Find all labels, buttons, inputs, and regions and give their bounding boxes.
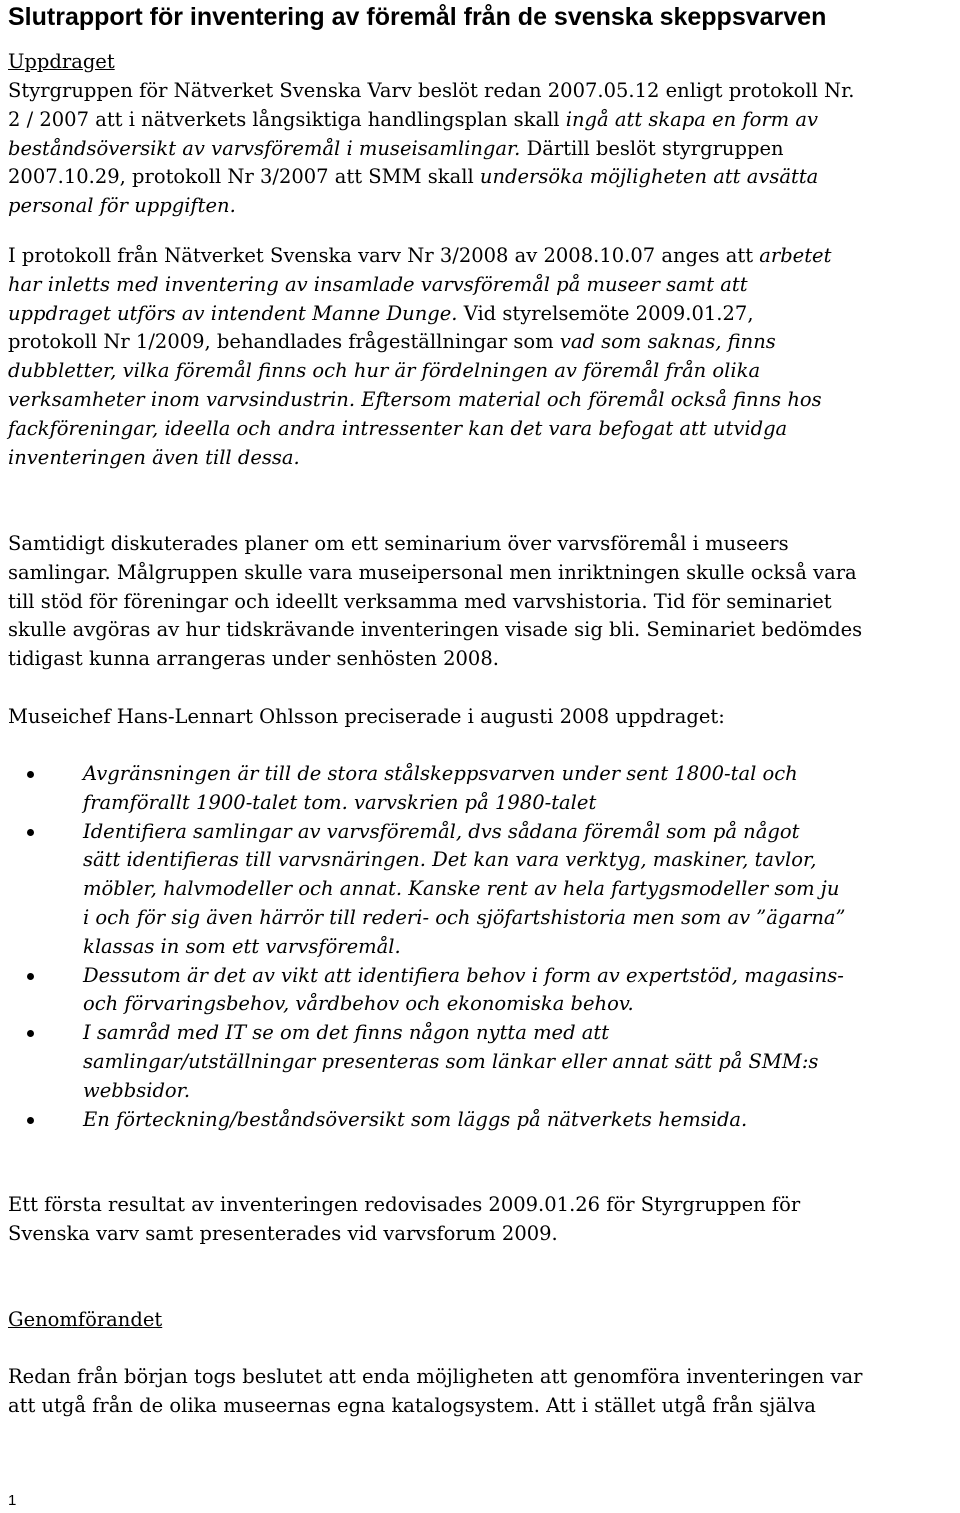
text-line: har inletts med inventering av insamlade varvsföremål på museer samt att <box>8 272 748 296</box>
paragraph-seminarium <box>8 530 960 674</box>
bullet-icon <box>27 771 34 778</box>
section-heading-uppdraget: Uppdraget <box>8 50 115 73</box>
text-line: 2007.10.29, protokoll Nr 3/2007 att SMM skall undersöka möjligheten att avsätta <box>8 165 819 189</box>
text-line: I protokoll från Nätverket Svenska varv Nr 3/2008 av 2008.10.07 anges att arbetet <box>8 244 832 267</box>
text-line: dubbletter, vilka föremål finns och hur är fördelningen av föremål från olika <box>8 359 761 383</box>
paragraph-uppdraget-1 <box>8 77 960 221</box>
bullet-icon <box>27 1030 34 1037</box>
text-line: samlingar. Målgruppen skulle vara museipersonal men inriktningen skulle också vara <box>8 560 857 584</box>
text-line: beståndsöversikt av varvsföremål i museisamlingar. Därtill beslöt styrgruppen <box>8 136 784 160</box>
list-item: Dessutom är det av vikt att identifiera behov i form av expertstöd, magasins- och förvaringsbehov, vårdbehov och ekonomiska behov. <box>8 962 960 1020</box>
bullet-list <box>8 760 960 1134</box>
bullet-icon <box>27 1117 34 1124</box>
text-line: fackföreningar, ideella och andra intressenter kan det vara befogat att utvidga <box>8 416 788 440</box>
text-line: till stöd för föreningar och ideellt verksamma med varvshistoria. Tid för seminariet <box>8 589 832 613</box>
bullet-icon <box>27 829 34 836</box>
section-heading-genomforandet: Genomförandet <box>8 1308 163 1331</box>
text-line: verksamheter inom varvsindustrin. Eftersom material och föremål också finns hos <box>8 387 822 411</box>
text-line: tidigast kunna arrangeras under senhösten 2008. <box>8 647 499 671</box>
text-line: protokoll Nr 1/2009, behandlades frågeställningar som vad som saknas, finns <box>8 330 776 354</box>
list-item: En förteckning/beståndsöversikt som läggs på nätverkets hemsida. <box>8 1106 960 1135</box>
text-line: Redan från början togs beslutet att enda möjligheten att genomföra inventeringen var <box>8 1365 863 1388</box>
text-line: Samtidigt diskuterades planer om ett seminarium över varvsföremål i museers <box>8 532 789 555</box>
text-line: Styrgruppen för Nätverket Svenska Varv beslöt redan 2007.05.12 enligt protokoll Nr. <box>8 79 855 102</box>
paragraph-resultat <box>8 1191 960 1249</box>
document-title: Slutrapport för inventering av föremål från de svenska skeppsvarven <box>8 3 827 31</box>
text-line: skulle avgöras av hur tidskrävande inventeringen visade sig bli. Seminariet bedömdes <box>8 618 863 642</box>
text-line: uppdraget utförs av intendent Manne Dunge. Vid styrelsemöte 2009.01.27, <box>8 301 754 325</box>
list-item: I samråd med IT se om det finns någon nytta med att samlingar/utställningar presenteras som länkar eller annat sätt på SMM:s webbsidor. <box>8 1019 960 1105</box>
text-line: Ett första resultat av inventeringen redovisades 2009.01.26 för Styrgruppen för <box>8 1193 801 1216</box>
bullet-icon <box>27 973 34 980</box>
text-line: 2 / 2007 att i nätverkets långsiktiga handlingsplan skall ingå att skapa en form av <box>8 107 819 131</box>
text-line: personal för uppgiften. <box>8 194 236 218</box>
text-line: Svenska varv samt presenterades vid varvsforum 2009. <box>8 1221 558 1245</box>
text-line: att utgå från de olika museernas egna katalogsystem. Att i stället utgå från själva <box>8 1393 816 1417</box>
paragraph-preciserade: Museichef Hans-Lennart Ohlsson preciserade i augusti 2008 uppdraget: <box>8 705 725 728</box>
list-item: Identifiera samlingar av varvsföremål, dvs sådana föremål som på något sätt identifieras till varvsnäringen. Det kan vara verktyg, maskiner, tavlor, möbler, halvmodeller och annat. Kanske rent av hela fartygsmodeller som ju i och för sig även härrör till rederi- och sjöfartshistoria men som av ”ägarna” klassas in som ett varvsföremål. <box>8 818 960 962</box>
text-line: inventeringen även till dessa. <box>8 445 300 469</box>
paragraph-uppdraget-2 <box>8 242 960 472</box>
paragraph-genomforandet <box>8 1363 960 1421</box>
page-number: 1 <box>8 1492 17 1509</box>
list-item: Avgränsningen är till de stora stålskeppsvarven under sent 1800-tal och framförallt 1900-talet tom. varvskrien på 1980-talet <box>8 760 960 818</box>
